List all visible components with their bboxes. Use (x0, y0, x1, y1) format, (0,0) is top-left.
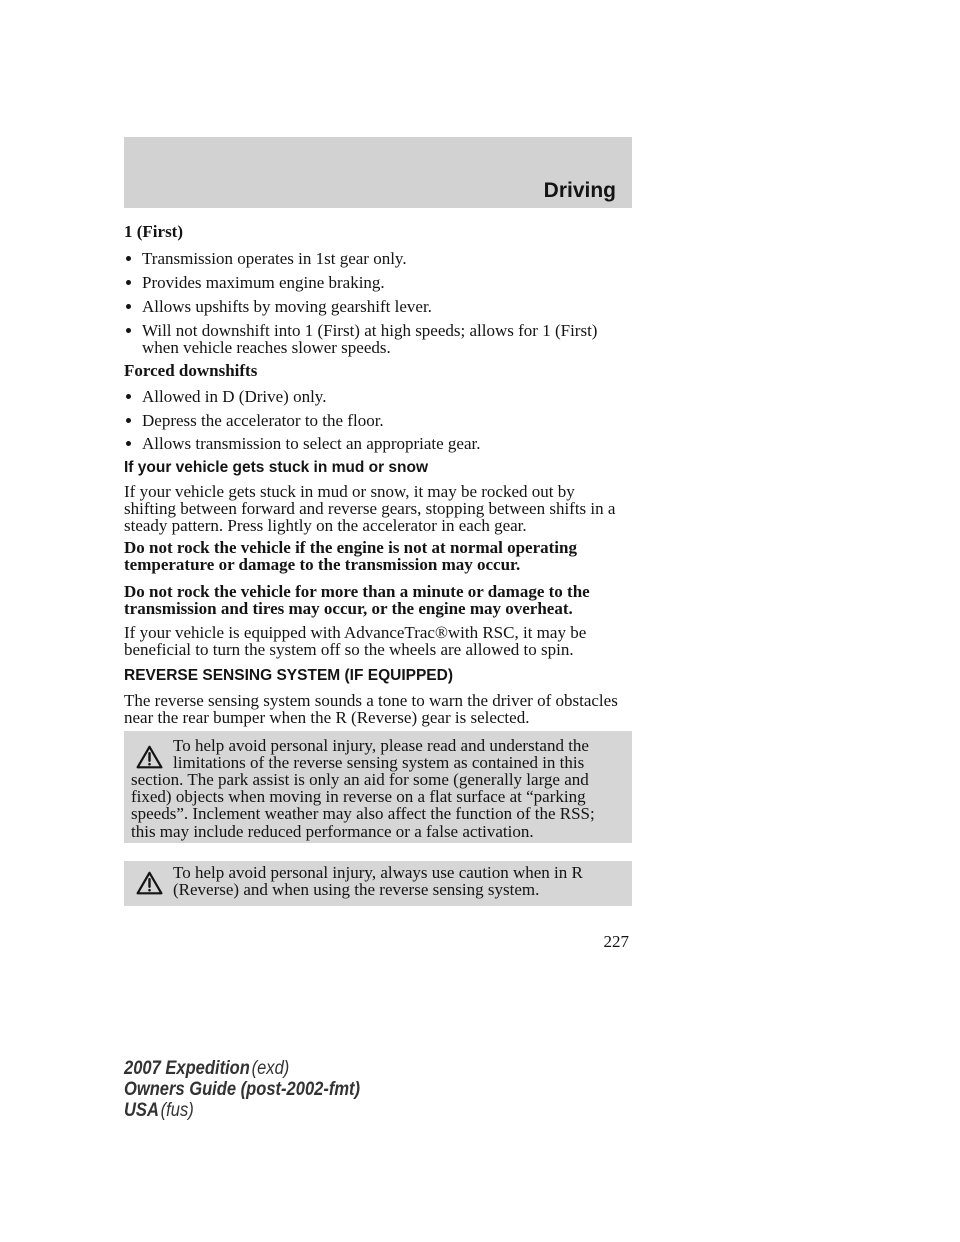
bullet-item (124, 435, 632, 452)
duration-caution (124, 583, 632, 617)
heading-text: Forced downshifts (124, 360, 258, 380)
reverse-sensing-heading (124, 667, 632, 684)
text-line: To help avoid personal injury, always use caution when in R (173, 862, 583, 882)
text-line: section. The park assist is only an aid for some (generally large and (131, 769, 589, 789)
stuck-in-mud-paragraph (124, 483, 632, 534)
bullet-text: when vehicle reaches slower speeds. (142, 337, 391, 357)
bullet-text: Depress the accelerator to the floor. (142, 410, 384, 430)
text-line: Do not rock the vehicle for more than a minute or damage to the (124, 581, 590, 601)
reverse-sensing-description (124, 692, 632, 726)
warning-box (124, 731, 632, 843)
bullet-icon (126, 304, 131, 309)
heading-text: REVERSE SENSING SYSTEM (IF EQUIPPED) (124, 666, 454, 684)
footer-market: USA (124, 1099, 159, 1121)
page-number: 227 (603, 931, 629, 951)
temperature-caution (124, 539, 632, 573)
bullet-icon (126, 328, 131, 333)
bullet-text: Allows upshifts by moving gearshift lever. (142, 296, 432, 316)
text-line: temperature or damage to the transmission may occur. (124, 554, 521, 574)
bullet-text: Provides maximum engine braking. (142, 272, 385, 292)
bullet-item (124, 322, 632, 356)
text-line: The reverse sensing system sounds a tone to warn the driver of obstacles (124, 690, 618, 710)
footer-guide-line (124, 1079, 360, 1100)
text-line: limitations of the reverse sensing system as contained in this (173, 752, 585, 772)
heading-text: If your vehicle gets stuck in mud or snow (124, 458, 429, 476)
footer-model-code: (exd) (251, 1057, 290, 1079)
footer-model-line (124, 1058, 360, 1079)
text-line: (Reverse) and when using the reverse sensing system. (173, 879, 540, 899)
text-line: If your vehicle gets stuck in mud or snow, it may be rocked out by (124, 481, 575, 501)
bullet-icon (126, 441, 131, 446)
document-footer (124, 1058, 360, 1121)
text-line: shifting between forward and reverse gears, stopping between shifts in a (124, 498, 616, 518)
text-line: transmission and tires may occur, or the engine may overheat. (124, 598, 573, 618)
bullet-item (124, 298, 632, 315)
text-line: speeds”. Inclement weather may also affect the function of the RSS; (131, 804, 595, 824)
warning-text (131, 737, 631, 840)
text-line: To help avoid personal injury, please read and understand the (173, 735, 589, 755)
text-line: If your vehicle is equipped with AdvanceTrac®with RSC, it may be (124, 622, 587, 642)
text-line: this may include reduced performance or a false activation. (131, 821, 534, 841)
bullet-text: Allowed in D (Drive) only. (142, 386, 327, 406)
text-line: beneficial to turn the system off so the wheels are allowed to spin. (124, 639, 574, 659)
text-line: Do not rock the vehicle if the engine is not at normal operating (124, 537, 577, 557)
footer-market-code: (fus) (160, 1099, 194, 1121)
text-line: near the rear bumper when the R (Reverse) gear is selected. (124, 707, 530, 727)
bullet-text: Allows transmission to select an appropriate gear. (142, 433, 481, 453)
heading-text: 1 (First) (124, 221, 184, 241)
warning-box (124, 861, 632, 906)
bullet-text: Will not downshift into 1 (First) at high speeds; allows for 1 (First) (142, 320, 598, 340)
page-header (124, 137, 632, 208)
stuck-in-mud-heading (124, 459, 632, 476)
bullet-icon (126, 394, 131, 399)
footer-model: 2007 Expedition (124, 1057, 250, 1079)
bullet-icon (126, 256, 131, 261)
advancetrac-note (124, 624, 632, 658)
bullet-item (124, 250, 632, 267)
bullet-text: Transmission operates in 1st gear only. (142, 248, 407, 268)
section-title: Driving (543, 179, 616, 202)
footer-guide: Owners Guide (post-2002-fmt) (124, 1078, 361, 1100)
text-line: fixed) objects when moving in reverse on a flat surface at “parking (131, 787, 586, 807)
bullet-icon (126, 280, 131, 285)
bullet-item (124, 274, 632, 291)
bullet-icon (126, 418, 131, 423)
bullet-item (124, 388, 632, 405)
bullet-item (124, 412, 632, 429)
warning-text (131, 864, 631, 898)
forced-downshifts-heading (124, 362, 632, 379)
first-gear-heading (124, 223, 632, 240)
text-line: steady pattern. Press lightly on the accelerator in each gear. (124, 515, 527, 535)
footer-market-line (124, 1100, 360, 1121)
